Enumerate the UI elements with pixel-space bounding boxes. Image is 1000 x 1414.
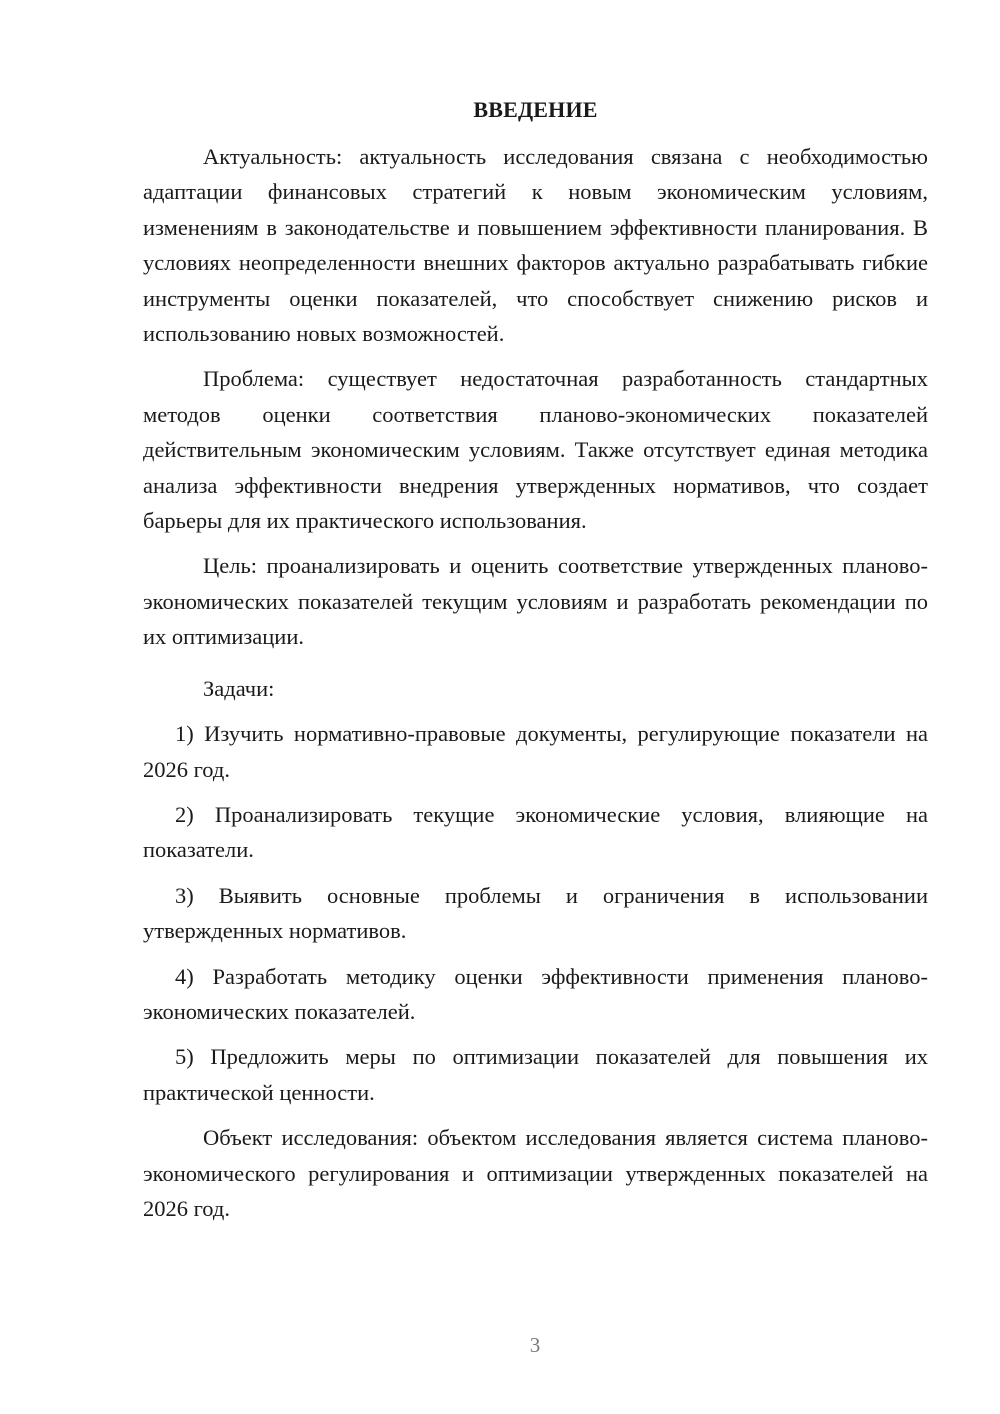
task-item: 4) Разработать методику оценки эффективности применения планово-экономических показателей. (143, 963, 928, 1024)
task-item: 3) Выявить основные проблемы и ограничения в использовании утвержденных нормативов. (143, 882, 928, 944)
task-item: 1) Изучить нормативно-правовые документы, регулирующие показатели на 2026 год. (143, 721, 928, 782)
page-number: 3 (529, 1333, 541, 1357)
tasks-list (143, 716, 928, 1110)
task-item: 2) Проанализировать текущие экономические условия, влияющие на показатели. (143, 801, 928, 863)
document-page (143, 92, 928, 1226)
task-item: 5) Предложить меры по оптимизации показателей для повышения их практической ценности. (143, 1044, 928, 1105)
object-paragraph: Объект исследования: объектом исследования является система планово-экономического регулирования и оптимизации утвержденных показателей на 2026 год. (143, 1125, 928, 1221)
goal-paragraph: Цель: проанализировать и оценить соответствие утвержденных планово-экономических показателей текущим условиям и разработать рекомендации по их оптимизации. (143, 553, 928, 650)
relevance-paragraph: Актуальность: актуальность исследования связана с необходимостью адаптации финансовых стратегий к новым экономическим условиям, изменениям в законодательстве и повышением эффективности планирования. В условиях неопределенности внешних факторов актуально разрабатывать гибкие инструменты оценки показателей, что способствует снижению рисков и использованию новых возможностей. (143, 144, 928, 347)
section-title: ВВЕДЕНИЕ (473, 97, 598, 122)
tasks-label: Задачи: (203, 675, 275, 701)
problem-paragraph: Проблема: существует недостаточная разработанность стандартных методов оценки соответствия планово-экономических показателей действительным экономическим условиям. Также отсутствует единая методика анализа эффективности внедрения утвержденных нормативов, что создает барьеры для их практического использования. (143, 366, 928, 534)
